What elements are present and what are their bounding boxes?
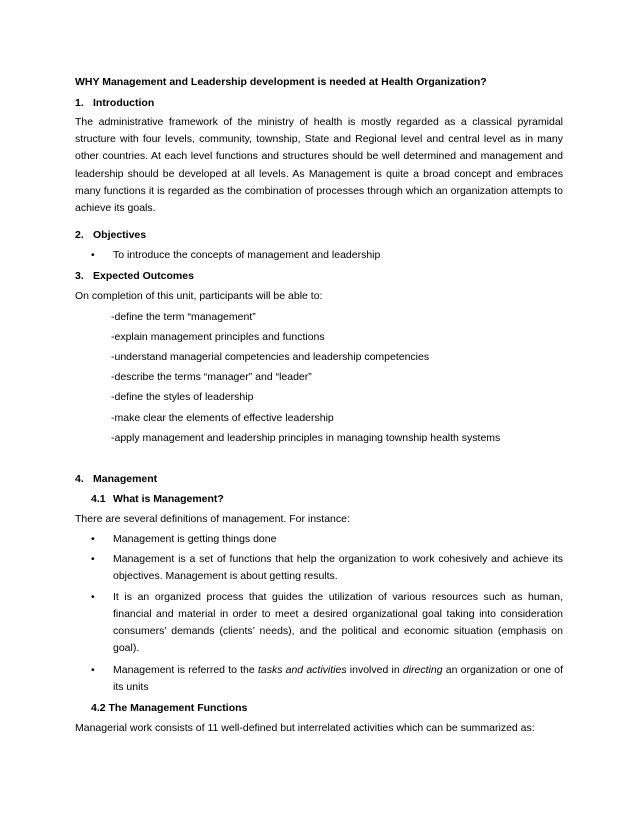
section-introduction-heading [75, 95, 563, 111]
section-number: 3. [75, 270, 84, 282]
management-functions-lead: Managerial work consists of 11 well-defined but interrelated activities which can be summarized as: [75, 722, 535, 734]
bullet-icon: • [91, 664, 95, 676]
subsection-4-1-heading [91, 491, 563, 507]
list-item: -describe the terms “manager” and “leader” [111, 371, 312, 383]
list-item [91, 662, 563, 696]
section-number: 2. [75, 229, 84, 241]
definition-text-start: Management is referred to the [113, 664, 258, 676]
section-title: Introduction [93, 97, 155, 109]
list-item: -understand managerial competencies and leadership competencies [111, 351, 430, 363]
subsection-title: What is Management? [113, 493, 224, 505]
management-definitions-lead: There are several definitions of management. For instance: [75, 513, 350, 525]
bullet-icon: • [91, 249, 95, 261]
section-outcomes-heading [75, 268, 563, 284]
list-item: -define the styles of leadership [111, 391, 254, 403]
list-item: -apply management and leadership principles in managing township health systems [111, 432, 501, 444]
list-item: -explain management principles and functions [111, 331, 325, 343]
section-title: Objectives [93, 229, 147, 241]
list-item [91, 247, 563, 263]
definition-text: Management is getting things done [113, 533, 277, 545]
definition-text: Management is a set of functions that help the organization to work cohesively and achieve its objectives. Management is about getting results. [113, 553, 563, 582]
emphasis-text: tasks and activities [257, 664, 347, 676]
list-item [91, 531, 563, 547]
list-item [91, 551, 563, 585]
outcomes-lead: On completion of this unit, participants will be able to: [75, 290, 323, 302]
section-objectives-heading [75, 227, 563, 243]
section-number: 1. [75, 97, 84, 109]
definition-text-middle: involved in [346, 664, 403, 676]
list-item [91, 589, 563, 657]
section-management-heading [75, 471, 563, 487]
definition-text-end: an organization or one of its units [113, 664, 564, 693]
introduction-paragraph: The administrative framework of the ministry of health is mostly regarded as a classical pyramidal structure with four levels, community, township, State and Regional level and central level as in many other countries. At each level functions and structures should be well determined and management and leadership should be developed at all levels. As Management is quite a broad concept and embraces many functions it is regarded as the combination of processes through which an organization attempts to achieve its goals. [75, 116, 563, 215]
subsection-number: 4.1 [91, 493, 106, 505]
bullet-icon: • [91, 591, 95, 603]
list-item: -define the term “management” [111, 311, 256, 323]
section-number: 4. [75, 473, 84, 485]
list-item: -make clear the elements of effective leadership [111, 412, 334, 424]
section-title: Management [93, 473, 158, 485]
definition-text [113, 662, 563, 696]
definition-text: It is an organized process that guides the utilization of various resources such as human, financial and material in order to meet a desired organizational goal taking into consideration consumers’ demands (clients’ needs), and the political and economic situation (emphasis on goal). [113, 591, 563, 654]
document-title: WHY Management and Leadership development is needed at Health Organization? [75, 76, 487, 88]
section-title: Expected Outcomes [93, 270, 194, 282]
bullet-icon: • [91, 533, 95, 545]
bullet-icon: • [91, 553, 95, 565]
objective-text: To introduce the concepts of management and leadership [113, 249, 381, 261]
subsection-4-2-heading: 4.2 The Management Functions [91, 702, 248, 714]
emphasis-text: directing [402, 664, 443, 676]
